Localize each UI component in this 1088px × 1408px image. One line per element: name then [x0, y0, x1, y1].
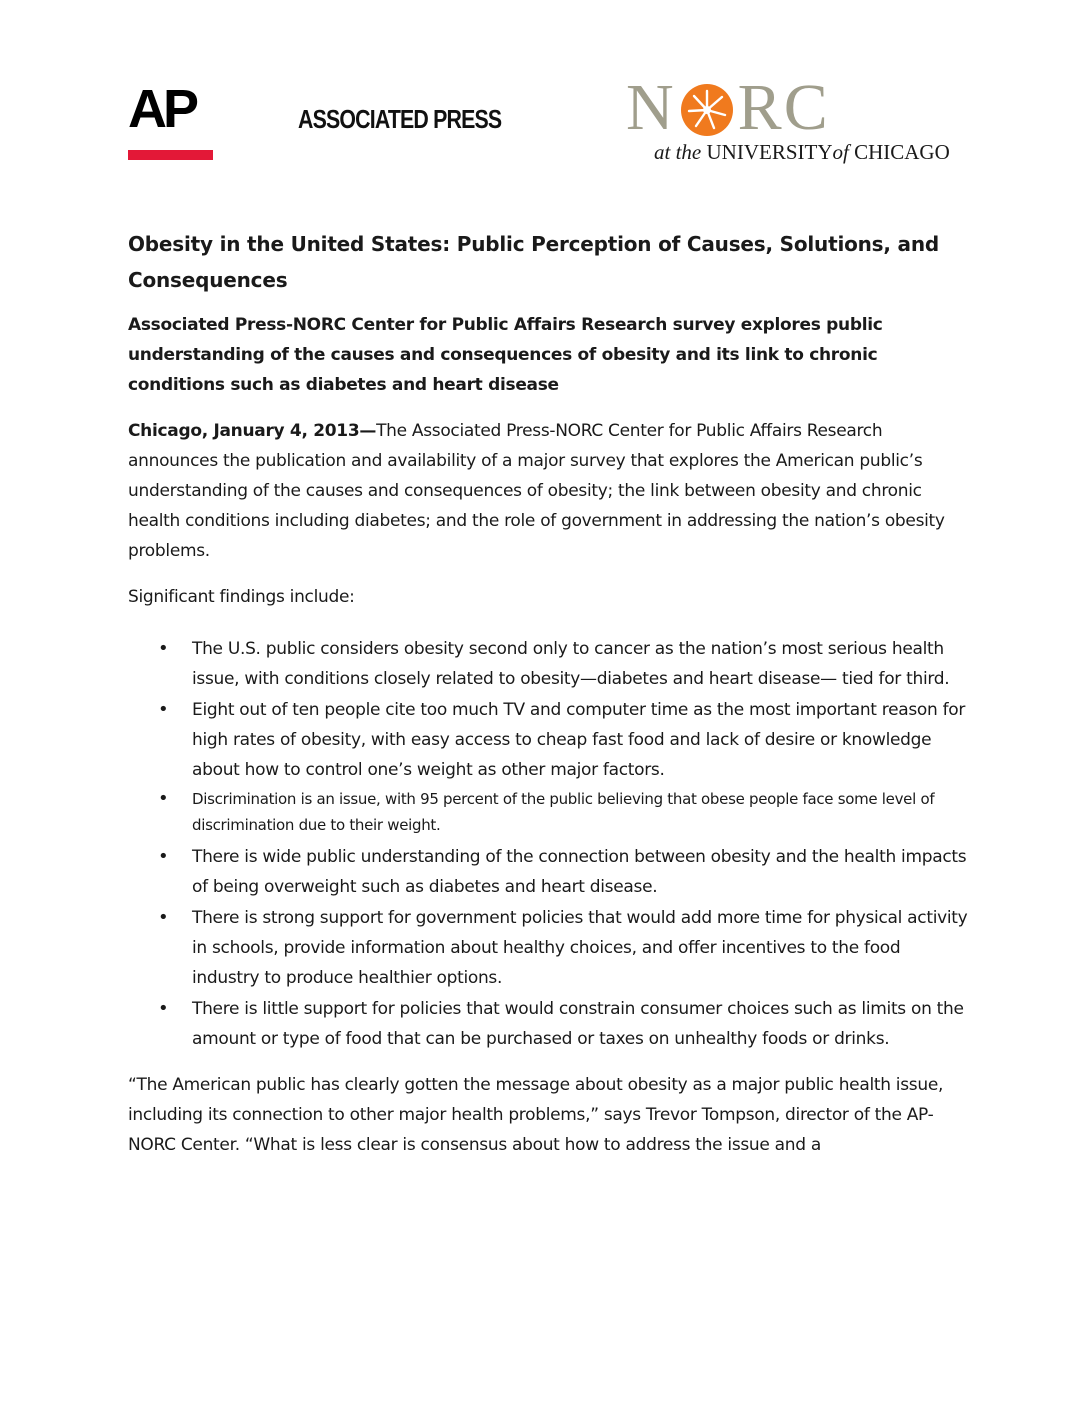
ap-logo-letters: AP [128, 79, 196, 139]
norc-sub-of: of [832, 140, 849, 164]
finding-item: • The U.S. public considers obesity second only to cancer as the nation’s most serious health issue, with conditions closely related to obesity—diabetes and heart disease— tied for third. [128, 634, 968, 694]
finding-item: • There is strong support for government policies that would add more time for physical activity in schools, provide information about healthy choices, and offer incentives to the food industry to produce healthier options. [128, 903, 968, 993]
norc-sub-city: CHICAGO [848, 140, 950, 164]
norc-sub-university: UNIVERSITY [701, 140, 833, 164]
associated-press-wordmark: ASSOCIATED PRESS [298, 104, 502, 134]
findings-list [128, 634, 968, 1054]
norc-sun-icon [678, 81, 736, 139]
ap-logo [128, 79, 214, 164]
ap-logo-red-bar [128, 150, 213, 160]
finding-item: • Eight out of ten people cite too much TV and computer time as the most important reason for high rates of obesity, with easy access to cheap fast food and lack of desire or knowledge about how to control one’s weight as other major factors. [128, 695, 968, 785]
lead-text: The Associated Press-NORC Center for Public Affairs Research announces the publication and availability of a major survey that explores the American public’s understanding of the causes and consequences of obesity; the link between obesity and chronic health conditions including diabetes; and the role of government in addressing the nation’s obesity problems. [128, 421, 945, 561]
document-subtitle: Associated Press-NORC Center for Public Affairs Research survey explores public understanding of the causes and consequences of obesity and its link to chronic conditions such as diabetes and heart disease [128, 315, 883, 395]
findings-intro: Significant findings include: [128, 587, 355, 607]
finding-item: • Discrimination is an issue, with 95 percent of the public believing that obese people face some level of discrimination due to their weight. [128, 786, 968, 838]
norc-letter-n: N [626, 71, 676, 144]
norc-letters-rc: RC [737, 71, 830, 144]
finding-item: • There is little support for policies that would constrain consumer choices such as limits on the amount or type of food that can be purchased or taxes on unhealthy foods or drinks. [128, 994, 968, 1054]
norc-university-of-chicago [654, 140, 950, 165]
dateline: Chicago, January 4, 2013— [128, 421, 377, 441]
norc-wordmark [626, 71, 830, 144]
norc-logo [626, 71, 970, 166]
lead-paragraph [128, 416, 968, 566]
press-release-body [128, 226, 968, 1176]
quote-paragraph: “The American public has clearly gotten the message about obesity as a major public health issue, including its connection to other major health problems,” says Trevor Tompson, director of the AP-NORC Center. “What is less clear is consensus about how to address the issue and a [128, 1075, 944, 1155]
document-title: Obesity in the United States: Public Perception of Causes, Solutions, and Consequences [128, 232, 939, 292]
norc-sub-prefix: at the [654, 140, 702, 164]
finding-item: • There is wide public understanding of the connection between obesity and the health impacts of being overweight such as diabetes and heart disease. [128, 842, 968, 902]
